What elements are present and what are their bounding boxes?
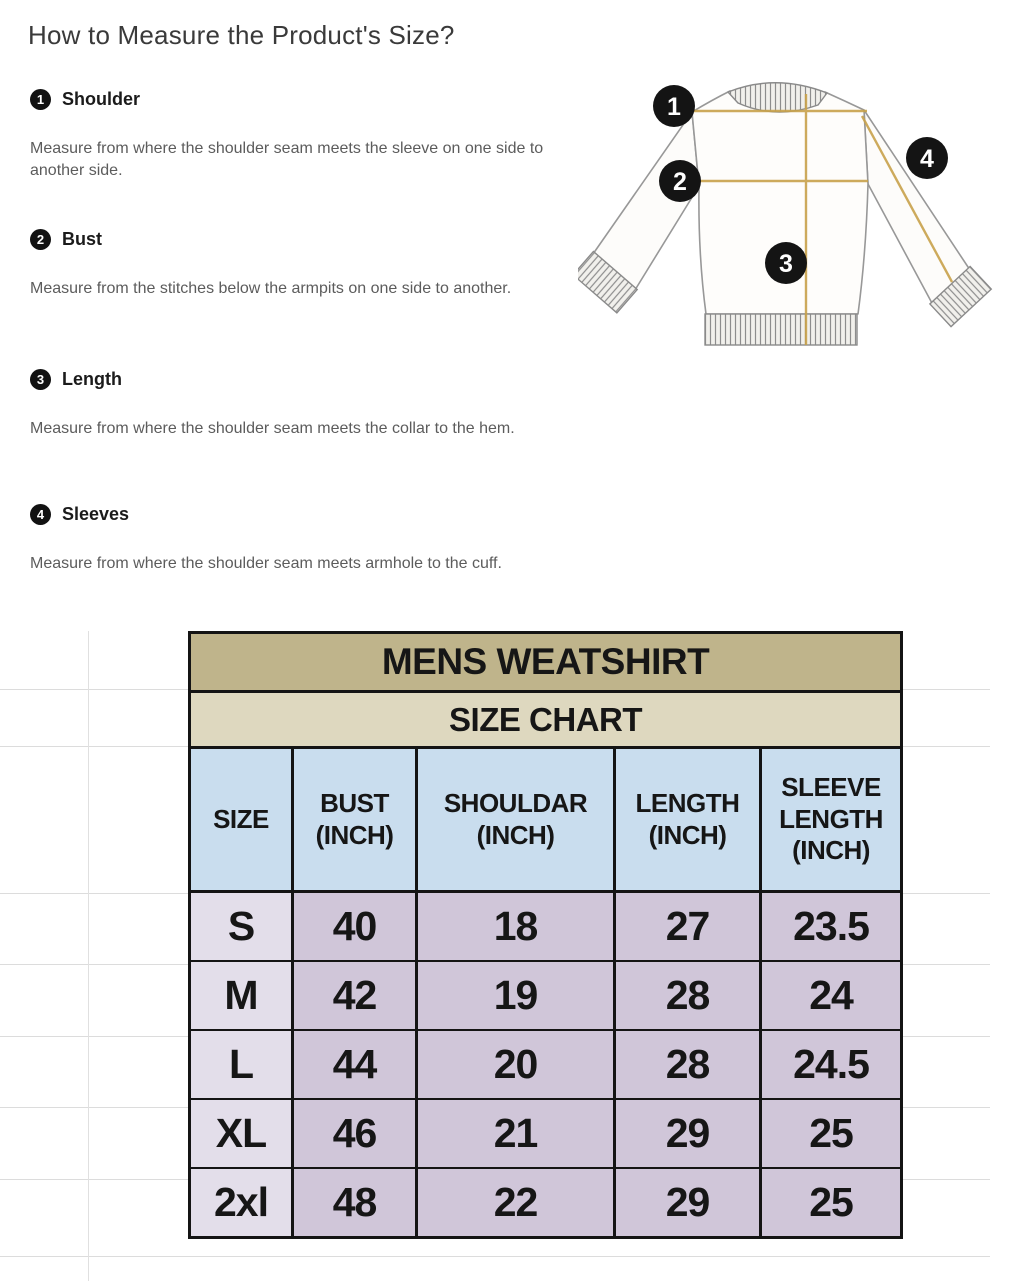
spreadsheet-gridline — [0, 1256, 990, 1257]
size-cell: XL — [190, 1099, 293, 1168]
number-2-icon: 2 — [30, 229, 51, 250]
size-chart-header-row — [190, 748, 902, 892]
instruction-sleeves — [30, 503, 575, 575]
sweatshirt-diagram — [578, 58, 1002, 358]
value-cell: 27 — [615, 892, 761, 962]
column-header-bust: BUST (INCH) — [293, 748, 417, 892]
instruction-bust — [30, 228, 575, 300]
size-chart-subtitle-row — [190, 692, 902, 748]
size-row-xl — [190, 1099, 902, 1168]
size-row-2xl — [190, 1168, 902, 1238]
value-cell: 21 — [417, 1099, 615, 1168]
instruction-bust-description: Measure from the stitches below the armpits on one side to another. — [30, 280, 512, 297]
value-cell: 25 — [761, 1099, 902, 1168]
marker-3-label: 3 — [779, 250, 793, 278]
column-header-shoulder: SHOULDAR (INCH) — [417, 748, 615, 892]
value-cell: 42 — [293, 961, 417, 1030]
instruction-shoulder-description: Measure from where the shoulder seam meets the sleeve on one side to another side. — [30, 140, 544, 179]
marker-2-label: 2 — [673, 168, 687, 196]
instruction-length-heading — [30, 368, 575, 390]
value-cell: 18 — [417, 892, 615, 962]
value-cell: 46 — [293, 1099, 417, 1168]
right-sleeve — [864, 110, 970, 305]
size-cell: 2xl — [190, 1168, 293, 1238]
size-chart-title: MENS WEATSHIRT — [190, 633, 902, 692]
page-title: How to Measure the Product's Size? — [28, 20, 455, 50]
size-chart-title-row — [190, 633, 902, 692]
size-chart-table — [188, 631, 903, 1239]
value-cell: 48 — [293, 1168, 417, 1238]
column-header-sleeve-length: SLEEVE LENGTH (INCH) — [761, 748, 902, 892]
size-row-m — [190, 961, 902, 1030]
value-cell: 29 — [615, 1099, 761, 1168]
value-cell: 24 — [761, 961, 902, 1030]
size-row-s — [190, 892, 902, 962]
instruction-shoulder-label: Shoulder — [62, 88, 141, 109]
value-cell: 22 — [417, 1168, 615, 1238]
column-header-length: LENGTH (INCH) — [615, 748, 761, 892]
number-3-icon: 3 — [30, 369, 51, 390]
instruction-shoulder — [30, 88, 575, 182]
value-cell: 19 — [417, 961, 615, 1030]
value-cell: 29 — [615, 1168, 761, 1238]
value-cell: 25 — [761, 1168, 902, 1238]
hem-ribbing — [705, 314, 857, 345]
size-cell: S — [190, 892, 293, 962]
instruction-length-description: Measure from where the shoulder seam meets the collar to the hem. — [30, 420, 515, 437]
instruction-length — [30, 368, 575, 440]
value-cell: 40 — [293, 892, 417, 962]
number-1-icon: 1 — [30, 89, 51, 110]
column-header-size: SIZE — [190, 748, 293, 892]
value-cell: 23.5 — [761, 892, 902, 962]
marker-4-label: 4 — [920, 145, 934, 173]
size-cell: L — [190, 1030, 293, 1099]
instruction-bust-heading — [30, 228, 575, 250]
value-cell: 44 — [293, 1030, 417, 1099]
instruction-bust-label: Bust — [62, 228, 102, 249]
size-row-l — [190, 1030, 902, 1099]
size-chart-subtitle: SIZE CHART — [190, 692, 902, 748]
value-cell: 28 — [615, 1030, 761, 1099]
spreadsheet-gridline-vertical — [88, 631, 89, 1281]
instruction-sleeves-heading — [30, 503, 575, 525]
instruction-sleeves-description: Measure from where the shoulder seam meets armhole to the cuff. — [30, 555, 502, 572]
number-4-icon: 4 — [30, 504, 51, 525]
instruction-length-label: Length — [62, 368, 122, 389]
value-cell: 28 — [615, 961, 761, 1030]
marker-1-label: 1 — [667, 93, 681, 121]
instruction-shoulder-heading — [30, 88, 575, 110]
value-cell: 24.5 — [761, 1030, 902, 1099]
instruction-sleeves-label: Sleeves — [62, 503, 130, 524]
size-cell: M — [190, 961, 293, 1030]
value-cell: 20 — [417, 1030, 615, 1099]
